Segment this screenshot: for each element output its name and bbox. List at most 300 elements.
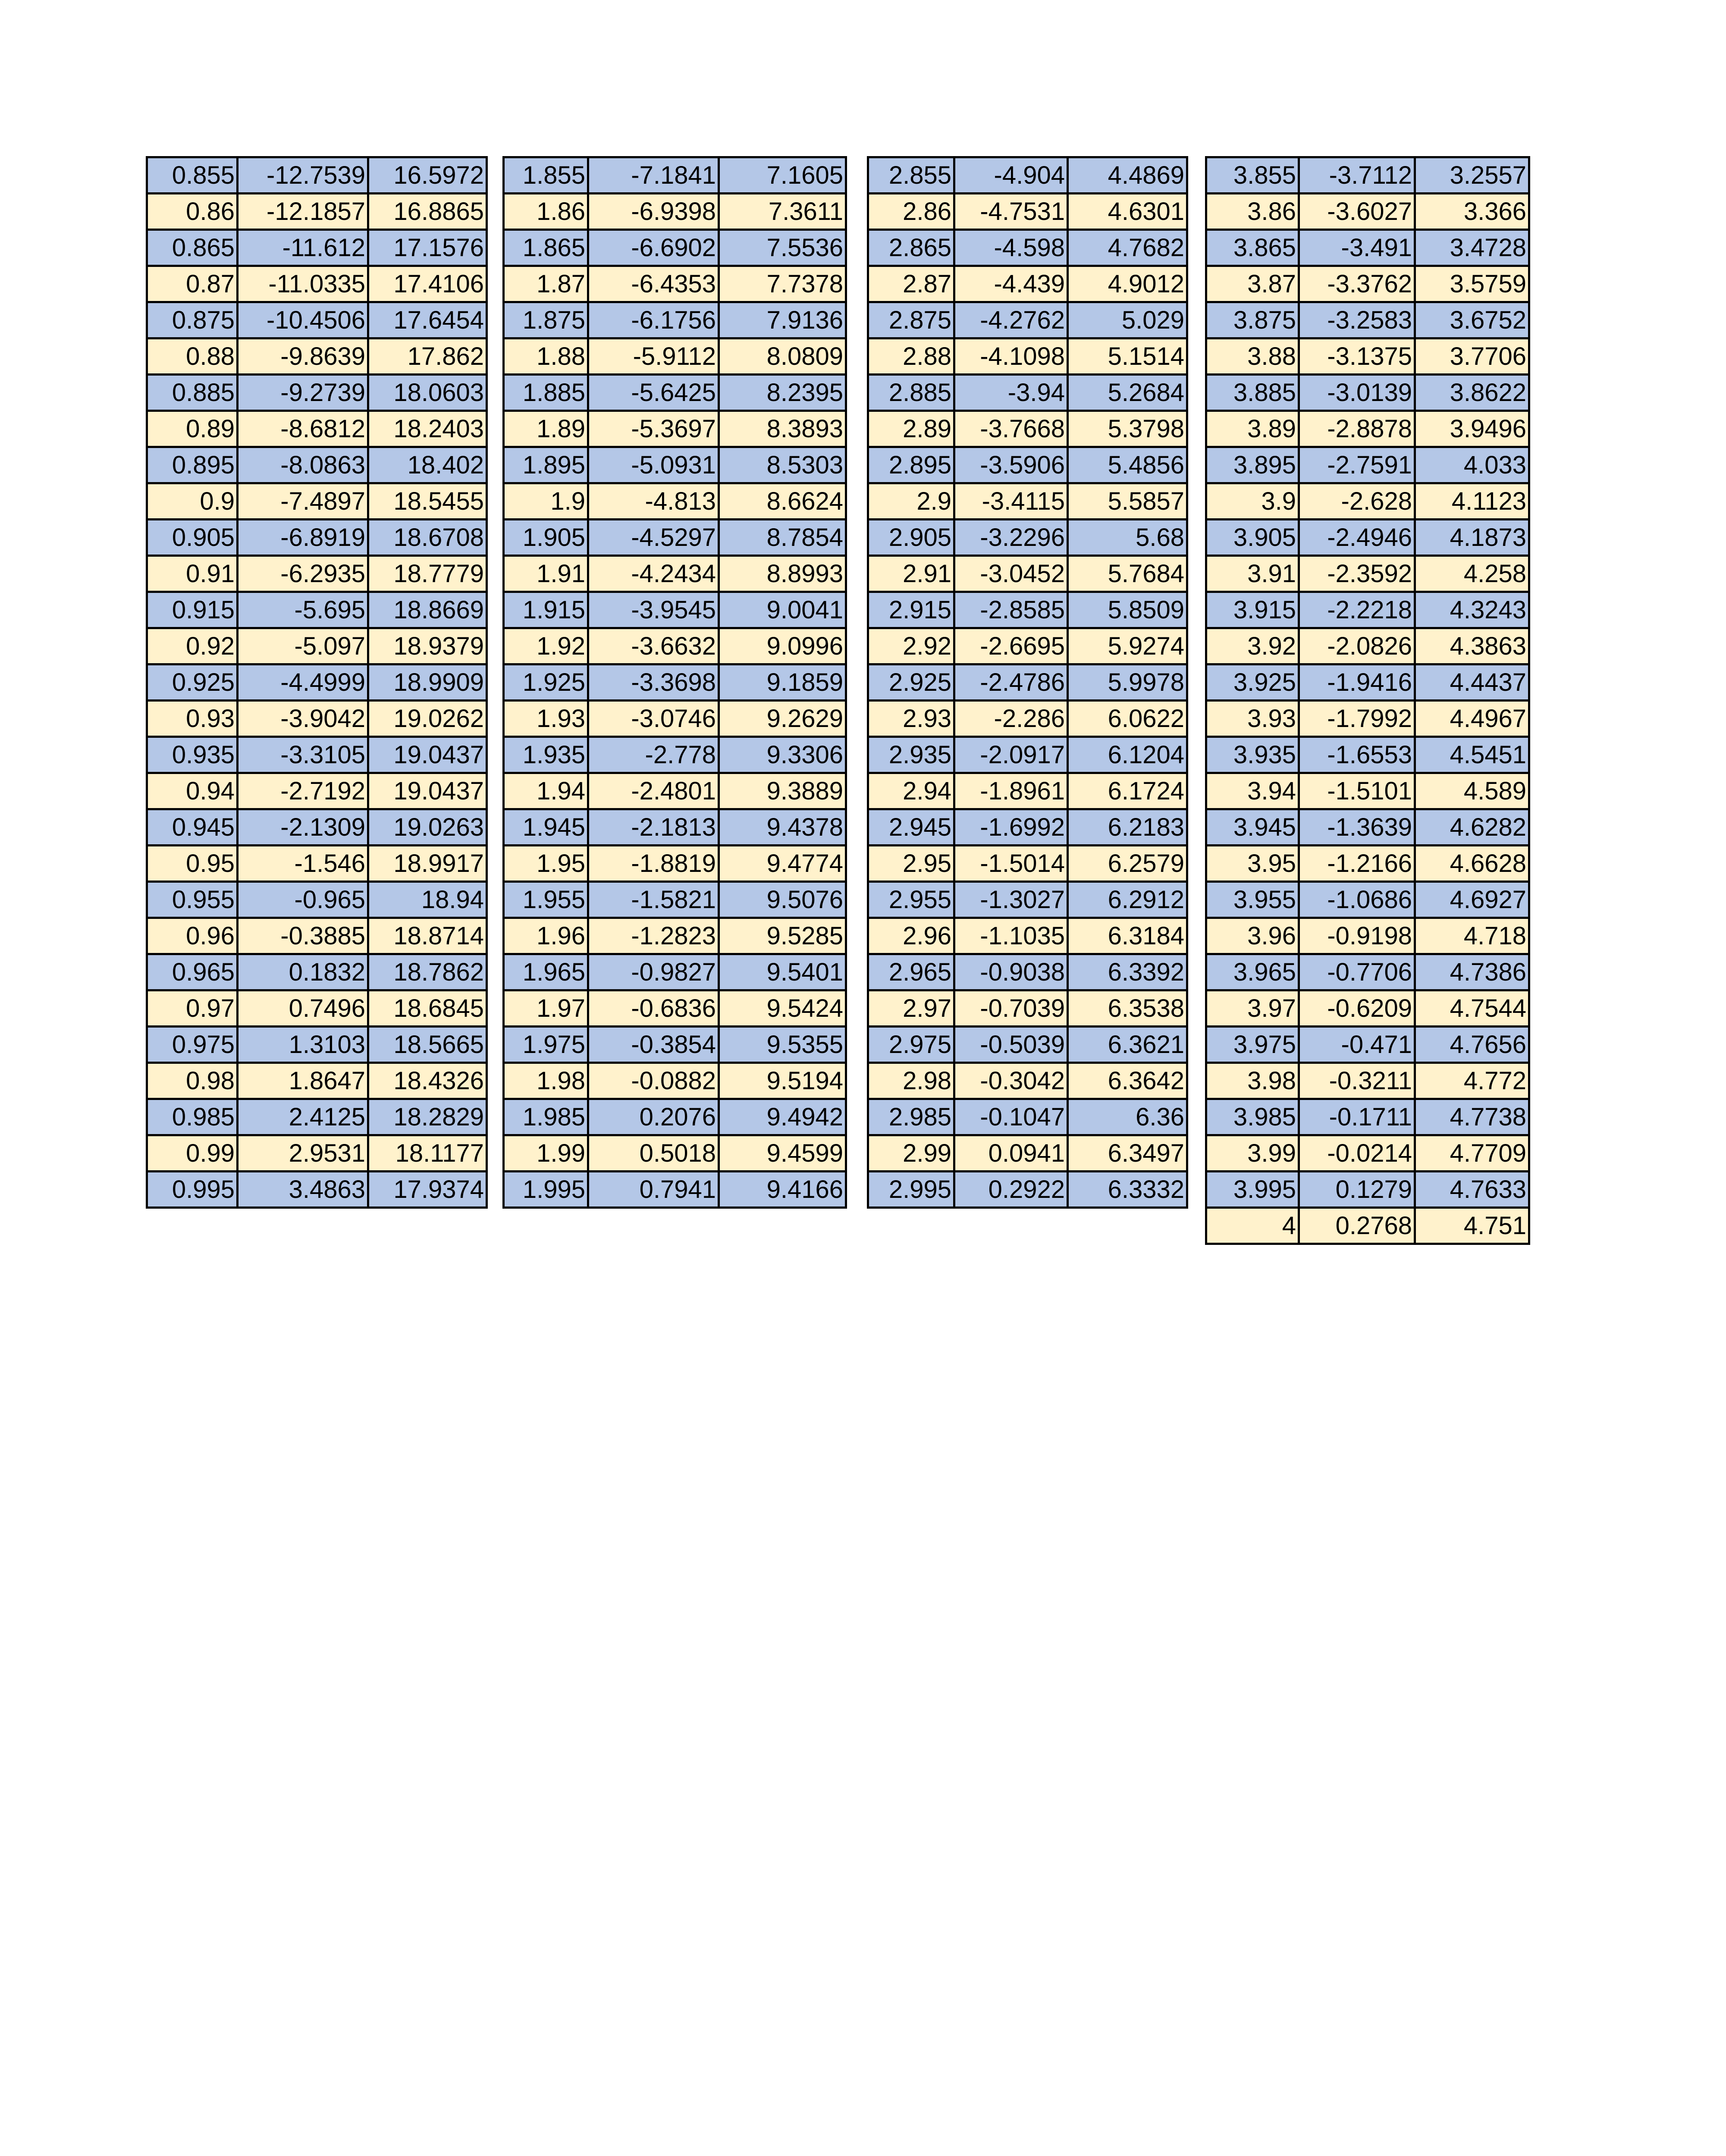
table-cell[interactable]: 3.985 — [1206, 1099, 1299, 1135]
table-cell[interactable]: -2.628 — [1299, 483, 1415, 520]
table-cell[interactable]: 9.4166 — [719, 1172, 846, 1208]
table-cell[interactable]: -3.0139 — [1299, 375, 1415, 411]
table-cell[interactable]: 17.1576 — [368, 230, 487, 266]
table-cell[interactable]: -11.0335 — [238, 266, 368, 302]
table-cell[interactable]: -0.9038 — [954, 954, 1068, 990]
table-cell[interactable]: -4.4999 — [238, 664, 368, 701]
table-cell[interactable]: 3.855 — [1206, 157, 1299, 194]
table-cell[interactable]: -3.491 — [1299, 230, 1415, 266]
table-cell[interactable]: 18.2403 — [368, 411, 487, 447]
table-cell[interactable]: 9.4774 — [719, 846, 846, 882]
table-cell[interactable]: 3.88 — [1206, 338, 1299, 375]
table-cell[interactable]: -3.2296 — [954, 520, 1068, 556]
table-cell[interactable]: -0.1047 — [954, 1099, 1068, 1135]
table-cell[interactable]: 5.9978 — [1068, 664, 1187, 701]
table-cell[interactable]: 4.4437 — [1415, 664, 1529, 701]
table-cell[interactable]: 18.8714 — [368, 918, 487, 954]
table-cell[interactable]: 5.4856 — [1068, 447, 1187, 483]
table-cell[interactable]: 2.93 — [868, 701, 954, 737]
table-cell[interactable]: -2.1813 — [588, 809, 719, 846]
table-cell[interactable]: 0.96 — [147, 918, 238, 954]
table-cell[interactable]: 19.0437 — [368, 773, 487, 809]
table-cell[interactable]: -7.4897 — [238, 483, 368, 520]
table-cell[interactable]: 0.865 — [147, 230, 238, 266]
table-cell[interactable]: 6.2183 — [1068, 809, 1187, 846]
table-cell[interactable]: 0.92 — [147, 628, 238, 664]
table-cell[interactable]: -9.2739 — [238, 375, 368, 411]
table-cell[interactable]: 3.865 — [1206, 230, 1299, 266]
table-cell[interactable]: -2.8585 — [954, 592, 1068, 628]
table-cell[interactable]: 0.99 — [147, 1135, 238, 1172]
table-cell[interactable]: 4 — [1206, 1208, 1299, 1244]
table-cell[interactable]: 2.955 — [868, 882, 954, 918]
table-cell[interactable]: -2.4946 — [1299, 520, 1415, 556]
table-cell[interactable]: 1.895 — [504, 447, 588, 483]
table-cell[interactable]: 2.915 — [868, 592, 954, 628]
table-cell[interactable]: 1.98 — [504, 1063, 588, 1099]
table-cell[interactable]: 1.945 — [504, 809, 588, 846]
table-cell[interactable]: -1.5014 — [954, 846, 1068, 882]
table-cell[interactable]: 2.95 — [868, 846, 954, 882]
table-cell[interactable]: 2.88 — [868, 338, 954, 375]
table-cell[interactable]: 9.5401 — [719, 954, 846, 990]
table-cell[interactable]: 2.97 — [868, 990, 954, 1027]
table-cell[interactable]: 18.1177 — [368, 1135, 487, 1172]
table-cell[interactable]: -1.7992 — [1299, 701, 1415, 737]
table-cell[interactable]: 18.2829 — [368, 1099, 487, 1135]
table-cell[interactable]: 6.3332 — [1068, 1172, 1187, 1208]
table-cell[interactable]: 0.86 — [147, 194, 238, 230]
table-cell[interactable]: 3.885 — [1206, 375, 1299, 411]
table-cell[interactable]: -2.778 — [588, 737, 719, 773]
table-cell[interactable]: 6.1204 — [1068, 737, 1187, 773]
table-cell[interactable]: 0.945 — [147, 809, 238, 846]
table-cell[interactable]: 6.3497 — [1068, 1135, 1187, 1172]
table-cell[interactable]: -2.1309 — [238, 809, 368, 846]
table-cell[interactable]: -2.7192 — [238, 773, 368, 809]
table-cell[interactable]: -2.286 — [954, 701, 1068, 737]
table-cell[interactable]: -2.4786 — [954, 664, 1068, 701]
table-cell[interactable]: 18.0603 — [368, 375, 487, 411]
table-cell[interactable]: 4.7682 — [1068, 230, 1187, 266]
table-cell[interactable]: 4.6927 — [1415, 882, 1529, 918]
table-cell[interactable]: -3.5906 — [954, 447, 1068, 483]
table-cell[interactable]: -0.6836 — [588, 990, 719, 1027]
table-cell[interactable]: -3.6632 — [588, 628, 719, 664]
table-cell[interactable]: 18.8669 — [368, 592, 487, 628]
table-cell[interactable]: 18.6708 — [368, 520, 487, 556]
table-cell[interactable]: 0.97 — [147, 990, 238, 1027]
table-cell[interactable]: 18.6845 — [368, 990, 487, 1027]
table-cell[interactable]: 19.0262 — [368, 701, 487, 737]
table-cell[interactable]: -3.1375 — [1299, 338, 1415, 375]
table-cell[interactable]: 1.3103 — [238, 1027, 368, 1063]
table-cell[interactable]: 2.9531 — [238, 1135, 368, 1172]
table-cell[interactable]: 3.87 — [1206, 266, 1299, 302]
table-cell[interactable]: 3.965 — [1206, 954, 1299, 990]
table-cell[interactable]: 4.7544 — [1415, 990, 1529, 1027]
table-cell[interactable]: -1.6992 — [954, 809, 1068, 846]
table-cell[interactable]: 2.945 — [868, 809, 954, 846]
table-cell[interactable]: -3.0452 — [954, 556, 1068, 592]
table-cell[interactable]: 8.3893 — [719, 411, 846, 447]
table-cell[interactable]: 0.7496 — [238, 990, 368, 1027]
table-cell[interactable]: 3.2557 — [1415, 157, 1529, 194]
table-cell[interactable]: 4.9012 — [1068, 266, 1187, 302]
table-cell[interactable]: 2.4125 — [238, 1099, 368, 1135]
table-cell[interactable]: 5.029 — [1068, 302, 1187, 338]
table-cell[interactable]: 0.98 — [147, 1063, 238, 1099]
table-cell[interactable]: -1.5821 — [588, 882, 719, 918]
table-cell[interactable]: 9.3889 — [719, 773, 846, 809]
table-cell[interactable]: 1.995 — [504, 1172, 588, 1208]
table-cell[interactable]: 3.5759 — [1415, 266, 1529, 302]
table-cell[interactable]: 0.905 — [147, 520, 238, 556]
table-cell[interactable]: 0.93 — [147, 701, 238, 737]
table-cell[interactable]: 9.0041 — [719, 592, 846, 628]
table-cell[interactable]: 9.2629 — [719, 701, 846, 737]
table-cell[interactable]: 0.7941 — [588, 1172, 719, 1208]
table-cell[interactable]: -0.965 — [238, 882, 368, 918]
table-cell[interactable]: 4.751 — [1415, 1208, 1529, 1244]
table-cell[interactable]: -4.439 — [954, 266, 1068, 302]
table-cell[interactable]: -12.7539 — [238, 157, 368, 194]
table-cell[interactable]: 3.915 — [1206, 592, 1299, 628]
table-cell[interactable]: 7.9136 — [719, 302, 846, 338]
table-cell[interactable]: -3.6027 — [1299, 194, 1415, 230]
table-cell[interactable]: -0.9827 — [588, 954, 719, 990]
table-cell[interactable]: 4.7738 — [1415, 1099, 1529, 1135]
table-cell[interactable]: 1.915 — [504, 592, 588, 628]
table-cell[interactable]: 2.905 — [868, 520, 954, 556]
table-cell[interactable]: 8.7854 — [719, 520, 846, 556]
table-cell[interactable]: 7.1605 — [719, 157, 846, 194]
table-cell[interactable]: 3.945 — [1206, 809, 1299, 846]
table-cell[interactable]: 2.885 — [868, 375, 954, 411]
table-cell[interactable]: 1.99 — [504, 1135, 588, 1172]
table-cell[interactable]: -5.3697 — [588, 411, 719, 447]
table-cell[interactable]: 3.89 — [1206, 411, 1299, 447]
table-cell[interactable]: 9.5285 — [719, 918, 846, 954]
table-cell[interactable]: 5.3798 — [1068, 411, 1187, 447]
table-cell[interactable]: -7.1841 — [588, 157, 719, 194]
table-cell[interactable]: 0.965 — [147, 954, 238, 990]
table-cell[interactable]: 6.2912 — [1068, 882, 1187, 918]
table-cell[interactable]: -1.5101 — [1299, 773, 1415, 809]
table-cell[interactable]: 4.4869 — [1068, 157, 1187, 194]
table-cell[interactable]: 0.2922 — [954, 1172, 1068, 1208]
table-cell[interactable]: 9.3306 — [719, 737, 846, 773]
table-cell[interactable]: -2.0826 — [1299, 628, 1415, 664]
table-cell[interactable]: 0.955 — [147, 882, 238, 918]
table-cell[interactable]: -12.1857 — [238, 194, 368, 230]
table-cell[interactable]: 4.3243 — [1415, 592, 1529, 628]
table-cell[interactable]: 3.955 — [1206, 882, 1299, 918]
table-cell[interactable]: 3.96 — [1206, 918, 1299, 954]
table-cell[interactable]: 3.93 — [1206, 701, 1299, 737]
table-cell[interactable]: 1.925 — [504, 664, 588, 701]
table-cell[interactable]: 2.895 — [868, 447, 954, 483]
table-cell[interactable]: 2.975 — [868, 1027, 954, 1063]
table-cell[interactable]: 9.4599 — [719, 1135, 846, 1172]
table-cell[interactable]: 2.98 — [868, 1063, 954, 1099]
table-cell[interactable]: 3.91 — [1206, 556, 1299, 592]
table-cell[interactable]: 3.99 — [1206, 1135, 1299, 1172]
table-cell[interactable]: 1.87 — [504, 266, 588, 302]
table-cell[interactable]: -1.9416 — [1299, 664, 1415, 701]
table-cell[interactable]: -3.7668 — [954, 411, 1068, 447]
table-cell[interactable]: 2.995 — [868, 1172, 954, 1208]
table-cell[interactable]: 3.875 — [1206, 302, 1299, 338]
table-cell[interactable]: -6.1756 — [588, 302, 719, 338]
table-cell[interactable]: 4.718 — [1415, 918, 1529, 954]
table-cell[interactable]: 6.1724 — [1068, 773, 1187, 809]
table-cell[interactable]: 2.875 — [868, 302, 954, 338]
table-cell[interactable]: -3.7112 — [1299, 157, 1415, 194]
table-cell[interactable]: 2.965 — [868, 954, 954, 990]
table-cell[interactable]: 4.033 — [1415, 447, 1529, 483]
table-cell[interactable]: 3.6752 — [1415, 302, 1529, 338]
table-cell[interactable]: 19.0437 — [368, 737, 487, 773]
table-cell[interactable]: -3.94 — [954, 375, 1068, 411]
table-cell[interactable]: -0.6209 — [1299, 990, 1415, 1027]
table-cell[interactable]: 0.2076 — [588, 1099, 719, 1135]
table-cell[interactable]: -4.813 — [588, 483, 719, 520]
table-cell[interactable]: -3.2583 — [1299, 302, 1415, 338]
table-cell[interactable]: 2.99 — [868, 1135, 954, 1172]
table-cell[interactable]: 1.95 — [504, 846, 588, 882]
table-cell[interactable]: 4.1123 — [1415, 483, 1529, 520]
table-cell[interactable]: -2.6695 — [954, 628, 1068, 664]
table-cell[interactable]: 5.8509 — [1068, 592, 1187, 628]
table-cell[interactable]: -0.5039 — [954, 1027, 1068, 1063]
table-cell[interactable]: 9.1859 — [719, 664, 846, 701]
table-cell[interactable]: -6.4353 — [588, 266, 719, 302]
table-cell[interactable]: 3.925 — [1206, 664, 1299, 701]
table-cell[interactable]: -4.2434 — [588, 556, 719, 592]
table-cell[interactable]: 18.9917 — [368, 846, 487, 882]
table-cell[interactable]: 0.5018 — [588, 1135, 719, 1172]
table-cell[interactable]: 3.8622 — [1415, 375, 1529, 411]
table-cell[interactable]: 1.885 — [504, 375, 588, 411]
table-cell[interactable]: 5.9274 — [1068, 628, 1187, 664]
table-cell[interactable]: 9.0996 — [719, 628, 846, 664]
table-cell[interactable]: 6.36 — [1068, 1099, 1187, 1135]
table-cell[interactable]: 0.0941 — [954, 1135, 1068, 1172]
table-cell[interactable]: -5.0931 — [588, 447, 719, 483]
table-cell[interactable]: -1.8819 — [588, 846, 719, 882]
table-cell[interactable]: 0.875 — [147, 302, 238, 338]
table-cell[interactable]: -1.0686 — [1299, 882, 1415, 918]
table-cell[interactable]: 5.2684 — [1068, 375, 1187, 411]
table-cell[interactable]: -3.3762 — [1299, 266, 1415, 302]
table-cell[interactable]: -1.2823 — [588, 918, 719, 954]
table-cell[interactable]: 1.94 — [504, 773, 588, 809]
table-cell[interactable]: -5.9112 — [588, 338, 719, 375]
table-cell[interactable]: 0.915 — [147, 592, 238, 628]
table-cell[interactable]: 3.9496 — [1415, 411, 1529, 447]
table-cell[interactable]: -6.9398 — [588, 194, 719, 230]
table-cell[interactable]: 6.3642 — [1068, 1063, 1187, 1099]
table-cell[interactable]: 1.88 — [504, 338, 588, 375]
table-cell[interactable]: 0.1832 — [238, 954, 368, 990]
table-cell[interactable]: -2.2218 — [1299, 592, 1415, 628]
table-cell[interactable]: -3.3105 — [238, 737, 368, 773]
table-cell[interactable]: 3.366 — [1415, 194, 1529, 230]
table-cell[interactable]: 6.3184 — [1068, 918, 1187, 954]
table-cell[interactable]: 1.91 — [504, 556, 588, 592]
table-cell[interactable]: 0.855 — [147, 157, 238, 194]
table-cell[interactable]: 3.95 — [1206, 846, 1299, 882]
table-cell[interactable]: -1.2166 — [1299, 846, 1415, 882]
table-cell[interactable]: 1.97 — [504, 990, 588, 1027]
table-cell[interactable]: -1.3027 — [954, 882, 1068, 918]
table-cell[interactable]: 3.9 — [1206, 483, 1299, 520]
table-cell[interactable]: -3.3698 — [588, 664, 719, 701]
table-cell[interactable]: 1.96 — [504, 918, 588, 954]
table-cell[interactable]: 1.935 — [504, 737, 588, 773]
table-cell[interactable]: 1.9 — [504, 483, 588, 520]
table-cell[interactable]: 6.0622 — [1068, 701, 1187, 737]
table-cell[interactable]: 0.975 — [147, 1027, 238, 1063]
table-cell[interactable]: -4.904 — [954, 157, 1068, 194]
table-cell[interactable]: -0.3854 — [588, 1027, 719, 1063]
table-cell[interactable]: 8.6624 — [719, 483, 846, 520]
table-cell[interactable]: 0.95 — [147, 846, 238, 882]
table-cell[interactable]: 3.905 — [1206, 520, 1299, 556]
table-cell[interactable]: -8.0863 — [238, 447, 368, 483]
table-cell[interactable]: -6.6902 — [588, 230, 719, 266]
table-cell[interactable]: 3.935 — [1206, 737, 1299, 773]
table-cell[interactable]: 2.96 — [868, 918, 954, 954]
table-cell[interactable]: -0.471 — [1299, 1027, 1415, 1063]
table-cell[interactable]: 5.68 — [1068, 520, 1187, 556]
table-cell[interactable]: 19.0263 — [368, 809, 487, 846]
table-cell[interactable]: 18.9909 — [368, 664, 487, 701]
table-cell[interactable]: 2.935 — [868, 737, 954, 773]
table-cell[interactable]: 3.97 — [1206, 990, 1299, 1027]
table-cell[interactable]: 5.7684 — [1068, 556, 1187, 592]
table-cell[interactable]: -0.1711 — [1299, 1099, 1415, 1135]
table-cell[interactable]: 18.7862 — [368, 954, 487, 990]
table-cell[interactable]: 4.3863 — [1415, 628, 1529, 664]
table-cell[interactable]: 8.8993 — [719, 556, 846, 592]
table-cell[interactable]: -1.6553 — [1299, 737, 1415, 773]
table-cell[interactable]: -0.0882 — [588, 1063, 719, 1099]
table-cell[interactable]: 4.7386 — [1415, 954, 1529, 990]
table-cell[interactable]: 17.4106 — [368, 266, 487, 302]
table-cell[interactable]: 4.7656 — [1415, 1027, 1529, 1063]
table-cell[interactable]: 0.89 — [147, 411, 238, 447]
table-cell[interactable]: 2.865 — [868, 230, 954, 266]
table-cell[interactable]: 2.87 — [868, 266, 954, 302]
table-cell[interactable]: 9.5424 — [719, 990, 846, 1027]
table-cell[interactable]: 18.402 — [368, 447, 487, 483]
table-cell[interactable]: 1.905 — [504, 520, 588, 556]
table-cell[interactable]: 1.92 — [504, 628, 588, 664]
table-cell[interactable]: -8.6812 — [238, 411, 368, 447]
table-cell[interactable]: -2.8878 — [1299, 411, 1415, 447]
table-cell[interactable]: -4.1098 — [954, 338, 1068, 375]
table-cell[interactable]: -0.3042 — [954, 1063, 1068, 1099]
table-cell[interactable]: -2.7591 — [1299, 447, 1415, 483]
table-cell[interactable]: 2.985 — [868, 1099, 954, 1135]
table-cell[interactable]: -1.1035 — [954, 918, 1068, 954]
table-cell[interactable]: 0.91 — [147, 556, 238, 592]
table-cell[interactable]: 2.86 — [868, 194, 954, 230]
table-cell[interactable]: 4.5451 — [1415, 737, 1529, 773]
table-cell[interactable]: 6.3392 — [1068, 954, 1187, 990]
table-cell[interactable]: 3.98 — [1206, 1063, 1299, 1099]
table-cell[interactable]: 2.925 — [868, 664, 954, 701]
table-cell[interactable]: 4.6628 — [1415, 846, 1529, 882]
table-cell[interactable]: 3.975 — [1206, 1027, 1299, 1063]
table-cell[interactable]: -4.598 — [954, 230, 1068, 266]
table-cell[interactable]: 9.5194 — [719, 1063, 846, 1099]
table-cell[interactable]: -5.695 — [238, 592, 368, 628]
table-cell[interactable]: -2.4801 — [588, 773, 719, 809]
table-cell[interactable]: 2.89 — [868, 411, 954, 447]
table-cell[interactable]: 0.925 — [147, 664, 238, 701]
table-cell[interactable]: -4.5297 — [588, 520, 719, 556]
table-cell[interactable]: 3.86 — [1206, 194, 1299, 230]
table-cell[interactable]: -0.7039 — [954, 990, 1068, 1027]
table-cell[interactable]: 4.589 — [1415, 773, 1529, 809]
table-cell[interactable]: -1.8961 — [954, 773, 1068, 809]
table-cell[interactable]: 0.935 — [147, 737, 238, 773]
table-cell[interactable]: 9.4378 — [719, 809, 846, 846]
table-cell[interactable]: 3.7706 — [1415, 338, 1529, 375]
table-cell[interactable]: 3.895 — [1206, 447, 1299, 483]
table-cell[interactable]: 1.86 — [504, 194, 588, 230]
table-cell[interactable]: 18.9379 — [368, 628, 487, 664]
table-cell[interactable]: 17.9374 — [368, 1172, 487, 1208]
table-cell[interactable]: 4.6282 — [1415, 809, 1529, 846]
table-cell[interactable]: -5.097 — [238, 628, 368, 664]
table-cell[interactable]: 8.2395 — [719, 375, 846, 411]
table-cell[interactable]: 1.985 — [504, 1099, 588, 1135]
table-cell[interactable]: 0.87 — [147, 266, 238, 302]
table-cell[interactable]: 1.89 — [504, 411, 588, 447]
table-cell[interactable]: 3.995 — [1206, 1172, 1299, 1208]
table-cell[interactable]: 1.955 — [504, 882, 588, 918]
table-cell[interactable]: -5.6425 — [588, 375, 719, 411]
table-cell[interactable]: 1.8647 — [238, 1063, 368, 1099]
table-cell[interactable]: 3.92 — [1206, 628, 1299, 664]
table-cell[interactable]: 3.4863 — [238, 1172, 368, 1208]
table-cell[interactable]: -9.8639 — [238, 338, 368, 375]
table-cell[interactable]: 2.91 — [868, 556, 954, 592]
table-cell[interactable]: -3.4115 — [954, 483, 1068, 520]
table-cell[interactable]: 8.5303 — [719, 447, 846, 483]
table-cell[interactable]: 0.1279 — [1299, 1172, 1415, 1208]
table-cell[interactable]: 6.2579 — [1068, 846, 1187, 882]
table-cell[interactable]: -0.0214 — [1299, 1135, 1415, 1172]
table-cell[interactable]: 1.865 — [504, 230, 588, 266]
table-cell[interactable]: -0.7706 — [1299, 954, 1415, 990]
table-cell[interactable]: 6.3538 — [1068, 990, 1187, 1027]
table-cell[interactable]: 2.94 — [868, 773, 954, 809]
table-cell[interactable]: 3.94 — [1206, 773, 1299, 809]
table-cell[interactable]: 9.5076 — [719, 882, 846, 918]
table-cell[interactable]: 18.5455 — [368, 483, 487, 520]
table-cell[interactable]: 6.3621 — [1068, 1027, 1187, 1063]
table-cell[interactable]: 0.985 — [147, 1099, 238, 1135]
table-cell[interactable]: 4.1873 — [1415, 520, 1529, 556]
table-cell[interactable]: -0.9198 — [1299, 918, 1415, 954]
table-cell[interactable]: -0.3885 — [238, 918, 368, 954]
table-cell[interactable]: 18.4326 — [368, 1063, 487, 1099]
